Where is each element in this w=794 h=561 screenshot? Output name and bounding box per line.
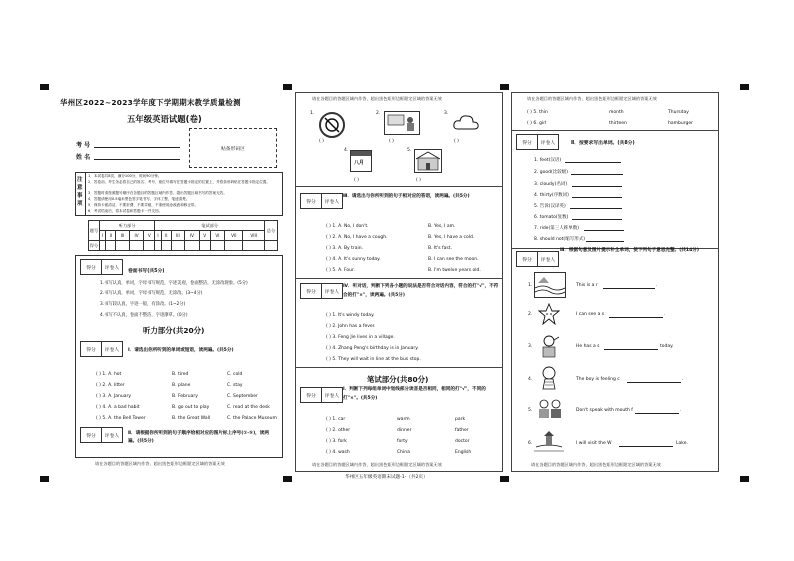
- q4-item-2: ( ) 2. John has a fever.: [326, 324, 376, 329]
- pic-answer-5[interactable]: ( ): [416, 178, 421, 183]
- name-field[interactable]: [94, 159, 180, 160]
- w1-item-2: ( ) 2. other: [326, 428, 351, 433]
- w1-item-1-b: park: [455, 417, 466, 422]
- q1-item-5-b: B. the Great Wall: [172, 416, 211, 421]
- score-col: II: [106, 231, 116, 241]
- q4-item-4: ( ) 4. Zhang Peng's birthday is in January.: [326, 346, 419, 351]
- w1-title: Ⅰ．判断下列每组单词中划线部分读音是否相同，相同的打"√"，不同的打"×"。(共5分): [343, 387, 486, 401]
- calendar-icon: [350, 150, 372, 172]
- grader-label: 评卷人: [324, 393, 340, 399]
- w1-item-4: ( ) 4. wash: [326, 450, 350, 455]
- pic-answer-3[interactable]: ( ): [454, 139, 459, 144]
- registration-mark: [40, 84, 49, 90]
- w2-answer-7[interactable]: [584, 230, 624, 231]
- calendar-text: 八月: [354, 160, 365, 166]
- cloud-weather-icon: [452, 113, 480, 133]
- grader-box-q4: [300, 283, 343, 299]
- score-col: VI: [210, 231, 225, 241]
- q3-item-1: ( ) 1. A. No, I don't.: [326, 224, 369, 229]
- score-col: III: [171, 231, 184, 241]
- w3-title: Ⅲ．根据句意及图片提示补全单词，使下列句子意思完整。(共14分): [560, 248, 699, 253]
- barcode-label: 贴条形码区: [221, 146, 245, 152]
- score-table-row-label: 得分: [89, 241, 100, 251]
- children-eating-picture-icon: [536, 397, 564, 421]
- q3-item-5-b: B. I'm twelve years old.: [428, 268, 481, 273]
- handwriting-rule-2: 2.书写认真，单词，字母书写规范，无涂改。(3~4分): [100, 291, 203, 296]
- w2-title: Ⅱ．按要求写出单词。(共8分): [571, 141, 635, 146]
- score-label: 得分: [517, 252, 538, 266]
- notice-1: 1．本试卷共8页，满分100分，时间90分钟。: [88, 174, 162, 178]
- grader-label: 评卷人: [324, 289, 340, 295]
- notice-3: 3．答题时请按照题号顺序在各题目的答题区域内作答，超出答题区域书写的答案无效。: [88, 191, 227, 195]
- col3-header: 请在各题目的答题区域内作答，超出黑色矩形边框限定区域的答案无效: [527, 96, 657, 101]
- score-col: IV: [185, 231, 200, 241]
- registration-mark: [500, 476, 509, 482]
- w1-item-5-a: month: [609, 110, 624, 115]
- building-picture-icon: [414, 149, 442, 173]
- q3-item-4: ( ) 4. A. It's sunny today.: [326, 257, 381, 262]
- w2-item-1: 1. feet(汉语): [534, 158, 562, 163]
- w3-tail-3: today.: [660, 344, 674, 349]
- exam-title: 华州区2022~2023学年度下学期期末教学质量检测: [60, 98, 241, 107]
- grader-box-w1: [300, 387, 343, 403]
- registration-mark: [500, 84, 509, 90]
- col1-footer: 请在各题目的答题区域内作答，超出黑色矩形边框限定区域的答案无效: [95, 461, 225, 466]
- q1-item-4-b: B. go out to play: [172, 405, 210, 410]
- exam-subtitle: 五年级英语试题(卷): [127, 114, 202, 124]
- w1-item-3-a: forty: [397, 439, 408, 444]
- name-label: 姓 名: [76, 154, 91, 161]
- w3-num-1: 1.: [528, 283, 533, 288]
- lake-pagoda-picture-icon: [534, 429, 564, 453]
- cold-boy-picture-icon: [538, 365, 560, 391]
- w2-item-2: 2. good(比较级): [534, 170, 568, 175]
- river-picture-icon: [534, 272, 566, 298]
- q3-item-1-b: B. Yes, I am.: [428, 224, 456, 229]
- page-footer: 华州区五年级英语期末试题-1-（共2页）: [345, 475, 428, 480]
- w2-answer-6[interactable]: [572, 219, 622, 220]
- w3-text-6: I will visit the W: [576, 441, 612, 446]
- registration-mark: [283, 476, 292, 482]
- w3-tail-5: .: [680, 408, 682, 413]
- grader-label: 评卷人: [540, 140, 556, 146]
- w1-item-2-a: dinner: [397, 428, 412, 433]
- col3-footer: 请在各题目的答题区域内作答，超出黑色矩形边框限定区域的答案无效: [531, 462, 661, 467]
- score-label: 得分: [81, 428, 102, 442]
- registration-mark: [740, 476, 749, 482]
- score-label: 得分: [517, 135, 538, 149]
- grader-label: 评卷人: [104, 265, 120, 271]
- w1-item-4-b: English: [455, 450, 472, 455]
- w1-item-5: ( ) 5. thin: [527, 110, 548, 115]
- q1-title: Ⅰ．请选出你所听到的单词或短语，读两遍。(共5分): [128, 348, 234, 353]
- q4-item-1: ( ) 1. It's windy today.: [326, 313, 375, 318]
- written-heading: 笔试部分(共80分): [367, 375, 429, 384]
- grader-box-w3: [516, 251, 559, 267]
- no-littering-sign-icon: [319, 112, 345, 138]
- w3-tail-1: .: [656, 283, 658, 288]
- score-label: 得分: [81, 342, 102, 356]
- w1-item-6-a: thirteen: [609, 121, 627, 126]
- w3-text-5: Don't speak with mouth f: [576, 408, 633, 413]
- q3-item-5: ( ) 5. A. Four.: [326, 268, 355, 273]
- q1-item-1: ( ) 1. A. hot: [96, 372, 122, 377]
- w3-text-4: The boy is feeling c: [576, 377, 620, 382]
- w3-answer-4[interactable]: [627, 382, 681, 383]
- notice-label: 注意事项: [77, 177, 83, 207]
- w3-answer-2[interactable]: [609, 317, 663, 318]
- score-col: I: [100, 231, 106, 241]
- column-2-frame: [295, 92, 503, 472]
- grader-box-q3: [300, 193, 343, 209]
- w3-num-6: 6.: [528, 441, 533, 446]
- w1-item-3: ( ) 3. fork: [326, 439, 347, 444]
- w2-answer-5[interactable]: [570, 208, 622, 209]
- star-picture-icon: [538, 303, 560, 325]
- w1-item-2-b: father: [455, 428, 469, 433]
- w2-answer-4[interactable]: [572, 197, 622, 198]
- w2-item-6: 6. tomato(复数): [534, 215, 569, 220]
- barcode-area: [189, 128, 277, 168]
- score-col: I: [155, 231, 161, 241]
- pic-answer-1[interactable]: ( ): [319, 139, 324, 144]
- w3-answer-1[interactable]: [603, 288, 655, 289]
- score-label: 得分: [301, 284, 322, 298]
- w3-text-3: He has a s: [576, 344, 600, 349]
- pic-num-3: 3.: [444, 111, 449, 116]
- w2-answer-8[interactable]: [586, 241, 624, 242]
- q3-item-3-b: B. It's fast.: [428, 246, 452, 251]
- pic-answer-2[interactable]: ( ): [389, 139, 394, 144]
- score-table-total: 总分: [265, 221, 278, 241]
- q1-item-2: ( ) 2. A. litter: [96, 383, 125, 388]
- col2-header: 请在各题目的答题区域内作答，超出黑色矩形边框限定区域的答案无效: [312, 96, 442, 101]
- w3-tail-4: .: [682, 377, 684, 382]
- score-label: 得分: [81, 260, 102, 274]
- w2-item-3: 3. cloudy(名词): [534, 182, 568, 187]
- score-label: 得分: [301, 388, 322, 402]
- score-col: V: [199, 231, 210, 241]
- q1-item-2-c: C. stay: [227, 383, 243, 388]
- q1-item-3: ( ) 3. A. January: [96, 394, 132, 399]
- exam-no-label: 考 号: [76, 142, 91, 149]
- q1-item-2-b: B. plane: [172, 383, 191, 388]
- classroom-picture-icon: [384, 111, 420, 135]
- q1-item-1-c: C. cold: [227, 372, 243, 377]
- notice-2: 2．答卷前，考生务必将自己的姓名、考号、座位号填写在答题卡指定的位置上，并将条形码贴在答题卡指定位置。: [88, 180, 270, 184]
- w3-answer-5[interactable]: [635, 413, 679, 414]
- pic-num-4: 4.: [344, 148, 349, 153]
- q3-item-2: ( ) 2. A. No, I have a cough.: [326, 235, 388, 240]
- q1-item-3-b: B. February: [172, 394, 198, 399]
- grader-box-q1: [80, 341, 123, 357]
- w3-answer-3[interactable]: [604, 349, 658, 350]
- w3-num-5: 5.: [528, 408, 533, 413]
- score-col: VII: [225, 231, 243, 241]
- notice-5: 5．保持卡面清洁，不要折叠、不要弄破，不准使用涂改液和修正带。: [88, 203, 199, 207]
- w3-tail-2: .: [664, 312, 666, 317]
- w1-item-4-a: China: [397, 450, 410, 455]
- grader-label: 评卷人: [324, 199, 340, 205]
- w1-item-3-b: doctor: [455, 439, 470, 444]
- q3-item-3: ( ) 3. A. By train.: [326, 246, 364, 251]
- score-table-listening: 听力部分: [100, 221, 155, 231]
- q1-item-4-c: C. read at the desk: [227, 405, 270, 410]
- handwriting-rule-4: 4.书写不认真，卷面不整洁，字迹潦草。(0分): [100, 313, 188, 318]
- w1-item-1: ( ) 1. car: [326, 417, 346, 422]
- q1-item-5: ( ) 5. A. the Bell Tower: [96, 416, 146, 421]
- registration-mark: [740, 84, 749, 90]
- q4-item-3: ( ) 3. Feng Jie lives in a village.: [326, 335, 395, 340]
- pic-num-2: 2.: [376, 111, 381, 116]
- w3-answer-6[interactable]: [619, 446, 673, 447]
- w3-text-1: This is a r: [576, 283, 598, 288]
- grader-label: 评卷人: [104, 433, 120, 439]
- score-col: IV: [129, 231, 144, 241]
- score-col: V: [144, 231, 155, 241]
- w1-item-5-b: Thursday: [668, 110, 689, 115]
- handwriting-rule-3: 3.书写较认真，字迹一般，有涂改。(1~2分): [100, 302, 186, 307]
- score-table: [88, 220, 278, 251]
- pic-num-1: 1.: [310, 111, 315, 116]
- listening-heading: 听力部分(共20分): [143, 326, 205, 335]
- pic-num-5: 5.: [407, 148, 412, 153]
- q1-item-1-b: B. tired: [172, 372, 189, 377]
- q1-item-4: ( ) 4. A. a bad habit: [96, 405, 140, 410]
- handwriting-rule-1: 1.书写认真，单词，字母书写规范，字迹美观，卷面整洁，无涂改现象。(5分): [100, 281, 248, 286]
- q2-title: Ⅱ．请根据你所听到的句子顺序给相对应的图片标上序号(①-⑤)，读两遍。(共5分): [128, 431, 269, 444]
- q3-item-4-b: B. I can see the moon.: [428, 257, 479, 262]
- score-label: 得分: [301, 194, 322, 208]
- grader-label: 评卷人: [540, 257, 556, 263]
- sick-boy-picture-icon: [536, 333, 562, 359]
- pic-answer-4[interactable]: ( ): [354, 178, 359, 183]
- score-col: VIII: [243, 231, 265, 241]
- w3-num-4: 4.: [528, 377, 533, 382]
- grader-box-handwriting: [80, 259, 123, 275]
- handwriting-title: 卷面书写(共5分): [128, 269, 165, 274]
- q4-title: Ⅳ．听对话，判断下列各小题的说法是否符合对话内容，符合的打"√"，不符合的打"×"，读两遍。(共5分): [343, 284, 499, 298]
- q1-item-3-c: C. September: [227, 394, 258, 399]
- w3-num-3: 3.: [528, 344, 533, 349]
- q3-title: Ⅲ．请选出与你所听到的句子相对应的答语，读两遍。(共5分): [343, 194, 470, 199]
- grader-box-q2: [80, 427, 123, 443]
- registration-mark: [40, 476, 49, 482]
- q3-item-2-b: B. Yes, I have a cold.: [428, 235, 475, 240]
- w2-item-8: 8. should not(缩写形式): [534, 237, 585, 242]
- score-table-written: 笔试部分: [155, 221, 265, 231]
- w2-answer-1[interactable]: [565, 162, 621, 163]
- q1-item-5-c: C. the Palace Museum: [227, 416, 277, 421]
- score-col: III: [116, 231, 129, 241]
- score-col: II: [161, 231, 171, 241]
- w2-item-5: 5. 告诉(汉译英): [534, 204, 566, 209]
- q4-item-5: ( ) 5. They will wait in line at the bus stop.: [326, 357, 421, 362]
- registration-mark: [283, 84, 292, 90]
- w3-text-2: I can see a s: [576, 312, 605, 317]
- w3-tail-6: Lake.: [676, 441, 688, 446]
- notice-6: 6．考试结束后，将本试卷和答题卡一并交回。: [88, 209, 163, 213]
- col2-footer: 请在各题目的答题区域内作答，超出黑色矩形边框限定区域的答案无效: [312, 462, 442, 467]
- w2-item-7: 7. ride(第三人称单数): [534, 226, 579, 231]
- w3-num-2: 2.: [528, 312, 533, 317]
- w2-answer-3[interactable]: [572, 186, 622, 187]
- exam-no-field[interactable]: [94, 147, 180, 148]
- w1-item-6: ( ) 6. girl: [527, 121, 547, 126]
- notice-4: 4．答题请使用0.5毫米黑色签字笔书写，字体工整，笔迹清楚。: [88, 197, 190, 201]
- w1-item-6-b: hamburger: [668, 121, 693, 126]
- grader-box-w2: [516, 134, 559, 150]
- w1-item-1-a: warm: [397, 417, 410, 422]
- notice-box: [75, 172, 283, 216]
- w2-answer-2[interactable]: [571, 174, 623, 175]
- grader-label: 评卷人: [104, 347, 120, 353]
- score-table-col-label: 题号: [89, 221, 100, 241]
- w2-item-4: 4. thirty(序数词): [534, 193, 569, 198]
